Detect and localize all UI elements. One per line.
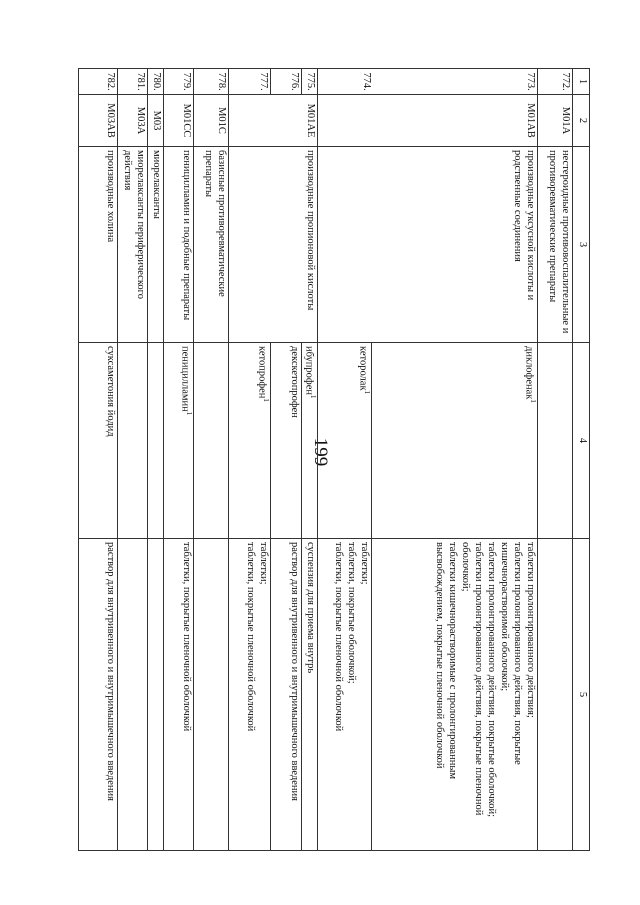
atc-code: M01AE [228,95,317,147]
footnote-mark: 1 [529,399,538,403]
atc-group: нестероидные противовоспалительные и противоревматические препараты [538,147,572,343]
drug-name-text: суксаметония йодид [104,346,116,437]
dosage-form: таблетки пролонгированного действия, покрытые кишечнорастворимой оболочкой; [499,542,524,765]
row-number: 775. [301,69,317,95]
header-col-1: 1 [572,69,589,95]
atc-code: M01A [538,95,572,147]
dosage-forms [271,539,301,851]
drug-name-text: декскетопрофен [288,346,300,418]
dosage-form: таблетки, покрытые пленочной оболочкой [333,542,345,732]
row-number: 776. [271,69,301,95]
dosage-form: таблетки кишечнорастворимые с пролонгированным высвобождением, покрытые пленочной оболочкой [433,542,458,780]
drug-name [147,343,163,539]
header-col-4: 4 [572,343,589,539]
atc-code: M01AB [317,95,538,147]
dosage-form: таблетки; [258,542,270,585]
row-number: 772. [538,69,572,95]
table-row [79,69,118,851]
drug-name [228,343,270,539]
drug-name [372,343,538,539]
dosage-forms [538,539,572,851]
footnote-mark: 1 [363,390,372,395]
atc-code: M03A [117,95,147,147]
drug-name [271,343,301,539]
dosage-forms [317,539,372,851]
dosage-form: таблетки пролонгированного действия, покрытые оболочкой; [486,542,498,817]
dosage-form: раствор для внутривенного и внутримышечного введения [104,542,116,801]
drug-name-text: диклофенак [523,346,535,400]
table-row [301,69,317,851]
dosage-form: таблетки, покрытые оболочкой; [346,542,358,684]
header-col-5: 5 [572,539,589,851]
table-row [147,69,163,851]
atc-group: миорелаксанты периферического действия [117,147,147,343]
footnote-mark: 1 [308,395,317,399]
atc-code: M03AB [79,95,118,147]
drug-name-text: ибупрофен [303,346,315,396]
dosage-form: суспензия для приема внутрь [304,542,316,674]
dosage-forms [228,539,270,851]
row-number: 781. [117,69,147,95]
atc-code: M01CC [164,95,194,147]
dosage-forms [79,539,118,851]
atc-code: M01C [194,95,228,147]
atc-group: базисные противоревматические препараты [194,147,228,343]
row-number: 779. [164,69,194,95]
dosage-forms [147,539,163,851]
drug-name [164,343,194,539]
table-row [538,69,572,851]
table-row [194,69,228,851]
dosage-form: таблетки пролонгированного действия, покрытые пленочной оболочкой; [459,542,484,816]
table-row [164,69,194,851]
dosage-form: таблетки; [359,542,371,585]
header-col-3: 3 [572,147,589,343]
drug-name [117,343,147,539]
dosage-form: таблетки, покрытые пленочной оболочкой [245,542,257,732]
drug-name-text: кетопрофен [256,346,268,399]
dosage-forms [164,539,194,851]
dosage-form: раствор для внутривенного и внутримышечного введения [288,542,300,801]
dosage-forms [117,539,147,851]
dosage-forms [372,539,538,851]
atc-group: производные пропионовой кислоты [228,147,317,343]
dosage-form: таблетки пролонгированного действия; [525,542,537,718]
row-number [317,69,538,95]
drug-name [79,343,118,539]
dosage-forms [194,539,228,851]
drug-name [538,343,572,539]
table-header-row [572,69,589,851]
page-number: 199 [310,437,331,467]
atc-group: пеницилламин и подобные препараты [164,147,194,343]
row-number-774: 774. [361,72,373,91]
row-number: 782. [79,69,118,95]
row-number: 777. [228,69,270,95]
atc-code: M03 [147,95,163,147]
footnote-mark: 1 [262,398,271,402]
rotated-table-container [78,68,590,850]
drug-name [317,343,372,539]
dosage-form: таблетки, покрытые пленочной оболочкой [181,542,193,732]
drug-table [78,68,590,851]
footnote-mark: 1 [185,411,194,416]
drug-name [301,343,317,539]
atc-group: миорелаксанты [147,147,163,343]
drug-name-text: пеницилламин [179,346,191,412]
table-row [372,69,538,851]
drug-name [194,343,228,539]
header-col-2: 2 [572,95,589,147]
row-number: 780. [147,69,163,95]
table-row [117,69,147,851]
dosage-forms [301,539,317,851]
drug-name-text: кеторолак [357,346,369,391]
atc-group: производные уксусной кислоты и родственные соединения [317,147,538,343]
row-number-773: 773. [525,72,537,91]
atc-group: производные холина [79,147,118,343]
row-number: 778. [194,69,228,95]
